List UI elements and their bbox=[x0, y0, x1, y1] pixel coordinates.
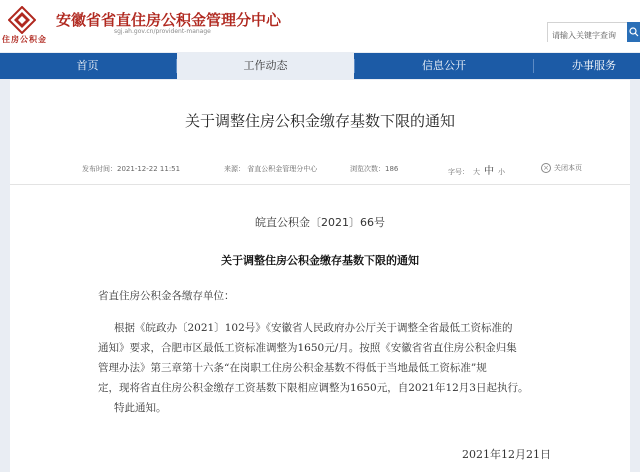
nav-item-work-news[interactable]: 工作动态 bbox=[177, 53, 354, 79]
close-page-button[interactable] bbox=[541, 163, 582, 173]
search-button[interactable] bbox=[627, 22, 640, 42]
font-size-label: 字号： bbox=[448, 168, 469, 176]
body-line: 通知》要求，合肥市区最低工资标准调整为1650元/月。按照《安徽省省直住房公积金归集 bbox=[98, 342, 517, 354]
document-date: 2021年12月21日 bbox=[462, 448, 551, 461]
body-line: 定，现将省直住房公积金缴存工资基数下限相应调整为1650元，自2021年12月3日起执行。 bbox=[98, 382, 529, 394]
nav-item-info-disclosure[interactable]: 信息公开 bbox=[422, 59, 466, 72]
site-title[interactable]: 安徽省省直住房公积金管理分中心 bbox=[56, 11, 282, 29]
document-title: 关于调整住房公积金缴存基数下限的通知 bbox=[221, 254, 419, 267]
view-count bbox=[350, 164, 398, 174]
page-title: 关于调整住房公积金缴存基数下限的通知 bbox=[184, 112, 455, 130]
close-page-label: 关闭本页 bbox=[554, 164, 582, 172]
salutation: 省直住房公积金各缴存单位： bbox=[98, 290, 235, 302]
font-medium-button[interactable]: 中 bbox=[484, 166, 494, 177]
main-nav bbox=[0, 53, 640, 79]
nav-item-services[interactable]: 办事服务 bbox=[572, 59, 616, 72]
nav-item-home[interactable]: 首页 bbox=[76, 59, 99, 72]
body-line: 根据《皖政办〔2021〕102号》《安徽省人民政府办公厅关于调整全省最低工资标准的 bbox=[114, 322, 513, 334]
view-count-label: 浏览次数： bbox=[350, 165, 385, 173]
site-header bbox=[0, 0, 640, 52]
search-icon bbox=[627, 22, 640, 42]
logo-icon bbox=[8, 6, 36, 34]
closing-text: 特此通知。 bbox=[114, 402, 167, 414]
search-input[interactable] bbox=[548, 28, 628, 44]
view-count-value: 186 bbox=[385, 165, 399, 173]
divider bbox=[10, 184, 630, 185]
body-line: 管理办法》第三章第十六条“在岗职工住房公积金基数不得低于当地最低工资标准”规 bbox=[98, 362, 487, 374]
source: 来源： 省直公积金管理分中心 bbox=[224, 165, 318, 173]
font-large-button[interactable]: 大 bbox=[473, 168, 480, 176]
document-number: 皖直公积金〔2021〕66号 bbox=[255, 216, 385, 229]
article-panel bbox=[10, 80, 630, 472]
publish-time: 发布时间：2021-12-22 11:51 bbox=[82, 165, 181, 173]
site-subtitle: sgj.ah.gov.cn/provident-manage bbox=[114, 28, 211, 35]
search-box bbox=[547, 22, 629, 42]
close-icon: × bbox=[541, 163, 551, 173]
logo-text: 住房公积金 bbox=[2, 35, 47, 44]
font-size-control bbox=[448, 162, 505, 177]
font-small-button[interactable]: 小 bbox=[498, 168, 505, 176]
